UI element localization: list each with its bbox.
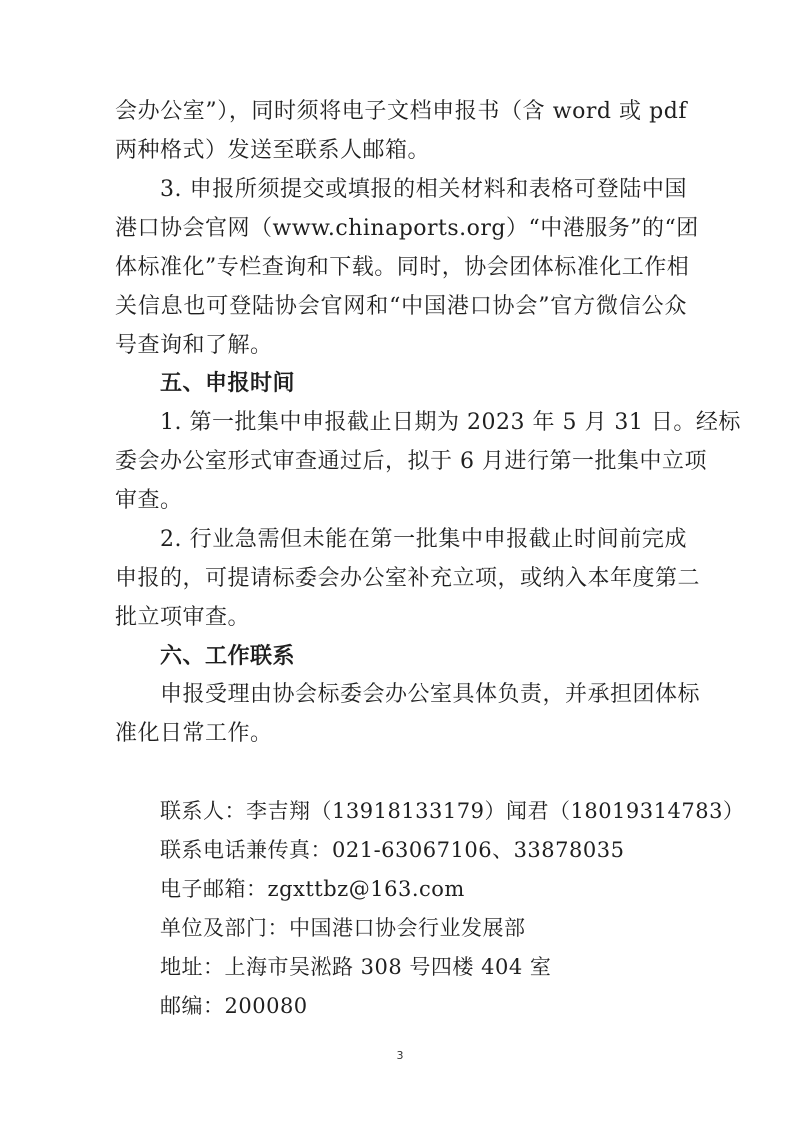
section-heading: 六、工作联系 (160, 644, 296, 669)
paragraph-line: 体标准化”专栏查询和下载。同时，协会团体标准化工作相 (115, 255, 690, 280)
paragraph-line: 1. 第一批集中申报截止日期为 2023 年 5 月 31 日。经标 (160, 410, 741, 435)
contact-person: 联系人：李吉翔（13918133179）闻君（18019314783） (160, 799, 745, 823)
paragraph-line: 港口协会官网（www.chinaports.org）“中港服务”的“团 (115, 216, 699, 241)
paragraph-line: 准化日常工作。 (115, 721, 273, 746)
paragraph-line: 两种格式）发送至联系人邮箱。 (115, 138, 431, 163)
paragraph-line: 委会办公室形式审查通过后，拟于 6 月进行第一批集中立项 (115, 449, 707, 474)
contact-address: 地址：上海市吴淞路 308 号四楼 404 室 (160, 955, 552, 979)
paragraph-line: 申报的，可提请标委会办公室补充立项，或纳入本年度第二 (115, 566, 701, 591)
paragraph-line: 会办公室”），同时须将电子文档申报书（含 word 或 pdf (115, 99, 687, 124)
paragraph-line: 审查。 (115, 488, 183, 513)
contact-email: 电子邮箱：zgxttbz@163.com (160, 877, 465, 901)
contact-phone-fax: 联系电话兼传真：021-63067106、33878035 (160, 838, 625, 862)
paragraph-line: 申报受理由协会标委会办公室具体负责，并承担团体标 (160, 682, 701, 707)
contact-postcode: 邮编：200080 (160, 994, 308, 1018)
paragraph-line: 号查询和了解。 (115, 333, 273, 358)
paragraph-line: 批立项审查。 (115, 605, 251, 630)
paragraph-line: 3. 申报所须提交或填报的相关材料和表格可登陆中国 (160, 177, 687, 202)
page-number: 3 (396, 1049, 404, 1062)
paragraph-line: 2. 行业急需但未能在第一批集中申报截止时间前完成 (160, 527, 687, 552)
section-heading: 五、申报时间 (160, 371, 296, 396)
contact-department: 单位及部门：中国港口协会行业发展部 (160, 916, 526, 940)
paragraph-line: 关信息也可登陆协会官网和“中国港口协会”官方微信公众 (115, 294, 687, 319)
